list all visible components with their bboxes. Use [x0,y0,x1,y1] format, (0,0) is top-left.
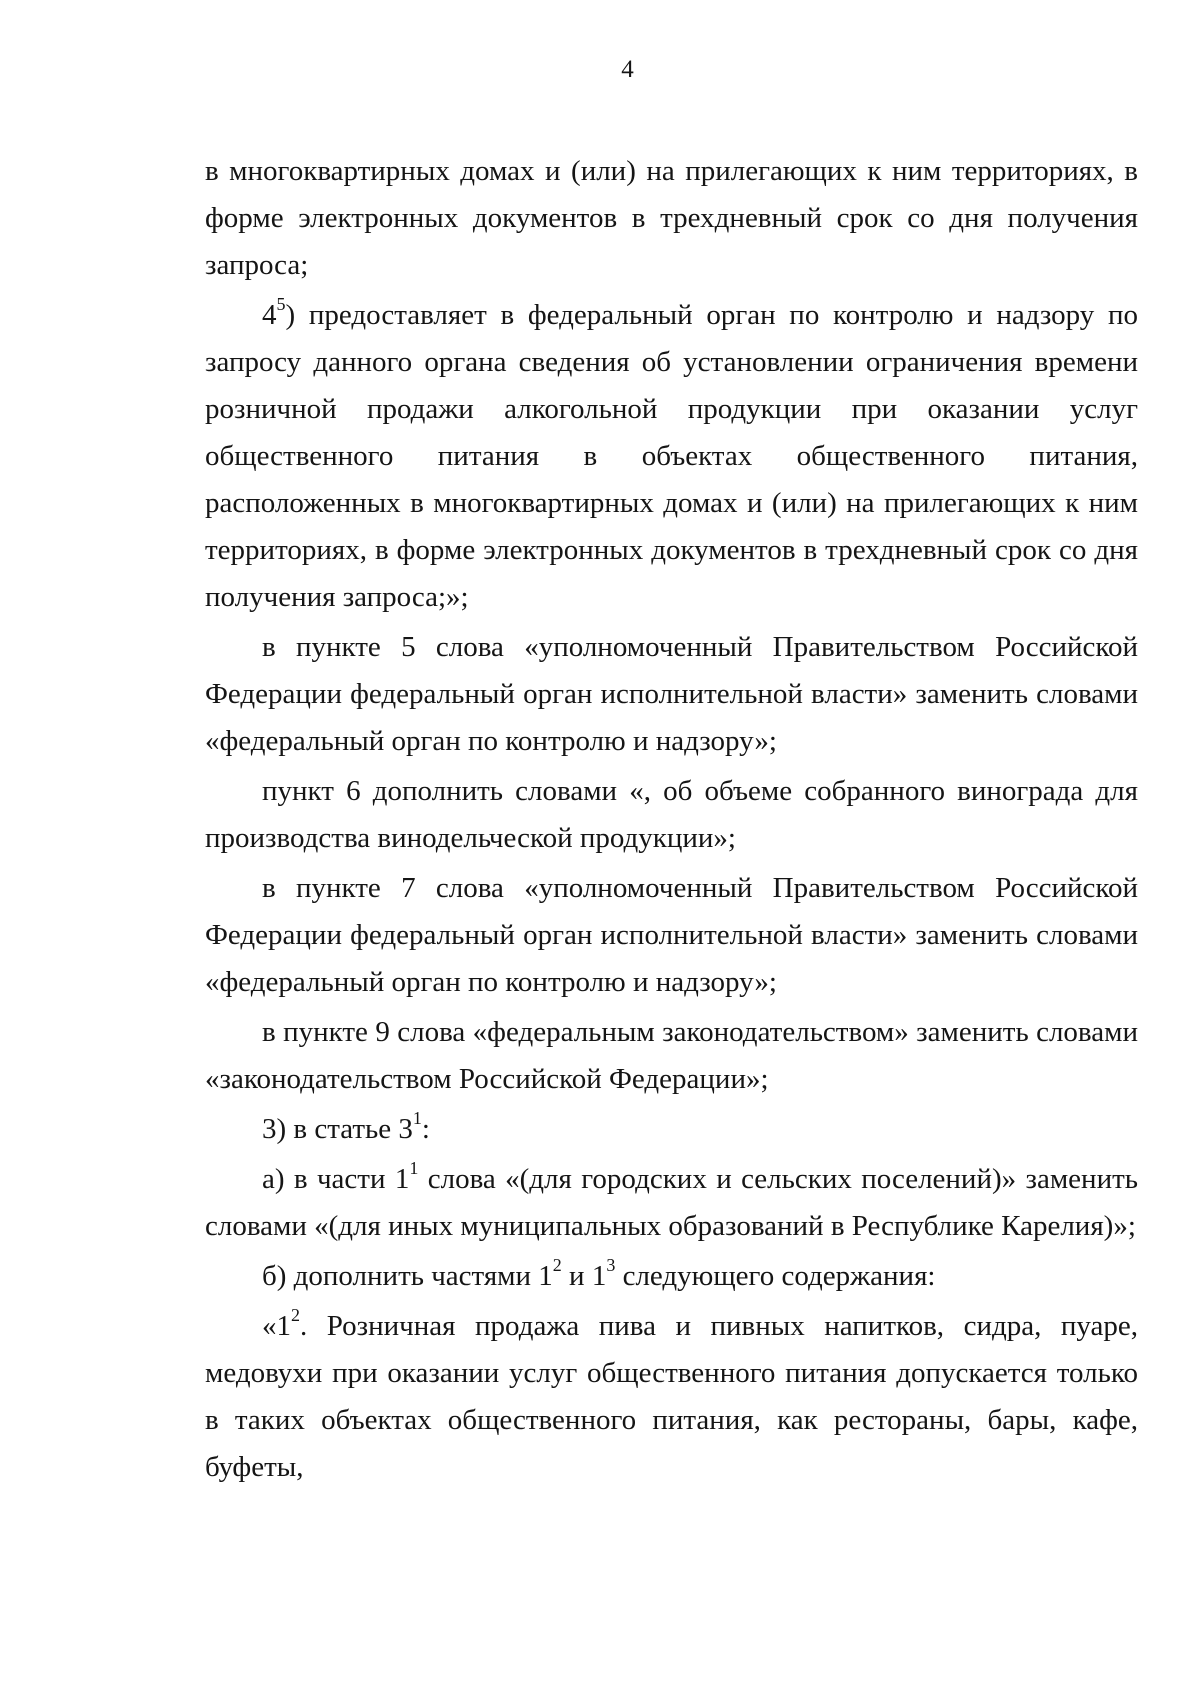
superscript: 2 [552,1255,562,1276]
superscript: 1 [412,1108,422,1129]
superscript: 2 [291,1305,300,1326]
paragraph-p2 [205,292,1138,621]
paragraph-p1 [205,148,1138,289]
paragraph-p7 [205,1106,1138,1153]
paragraph-p6 [205,1009,1138,1103]
text-run: 3) в статье 3 [262,1113,413,1145]
text-run: пункт 6 дополнить словами «, об объеме собранного винограда для производства винодельческой продукции»; [205,775,1138,854]
text-run: «1 [262,1310,291,1342]
paragraph-p9 [205,1253,1138,1300]
text-run: следующего содержания: [615,1260,936,1292]
paragraph-p8 [205,1156,1138,1250]
text-run: . Розничная продажа пива и пивных напитков, сидра, пуаре, медовухи при оказании услуг общественного питания допускается только в таких объектах общественного питания, как рестораны, бары, кафе, буфеты, [205,1310,1138,1483]
text-run: в пункте 9 слова «федеральным законодательством» заменить словами «законодательством Российской Федерации»; [205,1016,1138,1095]
text-run: и 1 [561,1260,607,1292]
superscript: 1 [409,1158,419,1179]
text-run: в пункте 5 слова «уполномоченный Правительством Российской Федерации федеральный орган исполнительной власти» заменить словами «федеральный орган по контролю и надзору»; [205,631,1138,757]
page-number: 4 [621,56,634,83]
text-run: в многоквартирных домах и (или) на прилегающих к ним территориях, в форме электронных документов в трехдневный срок со дня получения запроса; [205,155,1138,281]
text-run: ) предоставляет в федеральный орган по контролю и надзору по запросу данного органа сведения об установлении ограничения времени розничной продажи алкогольной продукции при оказании услуг общественного питания в объектах общественного питания, расположенных в многоквартирных домах и (или) на прилегающих к ним территориях, в форме электронных документов в трехдневный срок со дня получения запроса;»; [205,299,1138,613]
paragraph-p5 [205,865,1138,1006]
document-body [205,148,1138,1491]
text-run: слова «(для городских и сельских поселений)» заменить словами «(для иных муниципальных образований в Республике Карелия)»; [205,1163,1138,1242]
paragraph-p3 [205,624,1138,765]
text-run: а) в части 1 [262,1163,410,1195]
superscript: 3 [606,1255,616,1276]
superscript: 5 [276,294,286,315]
text-run: в пункте 7 слова «уполномоченный Правительством Российской Федерации федеральный орган исполнительной власти» заменить словами «федеральный орган по контролю и надзору»; [205,872,1138,998]
paragraph-p4 [205,768,1138,862]
text-run: 4 [262,299,277,331]
paragraph-p10 [205,1303,1138,1491]
text-run: : [421,1113,430,1145]
text-run: б) дополнить частями 1 [262,1260,553,1292]
